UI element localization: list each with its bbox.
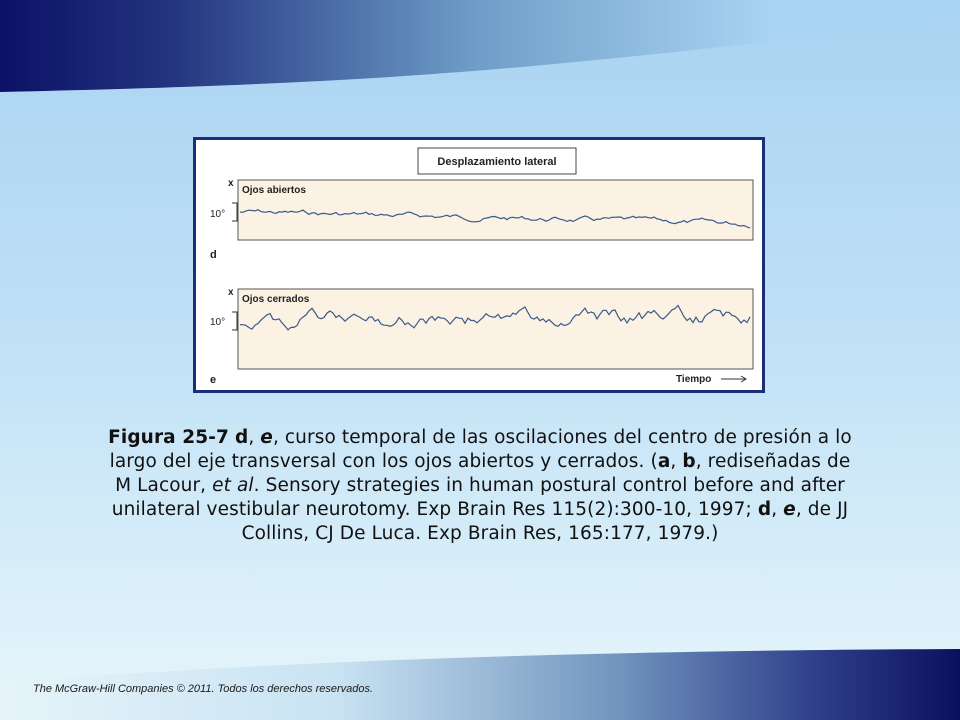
bottom-scale-label: 10° xyxy=(210,317,226,328)
caption-sep-2: , xyxy=(670,451,677,472)
top-axis-letter: x xyxy=(228,178,234,189)
top-scale-label: 10° xyxy=(210,209,226,220)
panel-letter-d: d xyxy=(210,249,217,261)
panel-bottom-box xyxy=(238,289,753,369)
caption-text-2: , rediseñadas de M Lacour, xyxy=(115,451,851,496)
top-panel-title: Ojos abiertos xyxy=(242,185,306,196)
caption-d-2: d xyxy=(757,499,772,520)
bottom-panel-title: Ojos cerrados xyxy=(242,294,310,305)
caption-a: a xyxy=(657,451,671,472)
caption-text-1: , curso temporal de las oscilaciones del centro de presión a lo largo del eje transversal con los ojos abiertos y cerrados. ( xyxy=(109,427,852,472)
top-wave-band xyxy=(0,0,960,95)
caption-sep-3: , xyxy=(771,499,778,520)
caption-e-1: e xyxy=(260,427,273,448)
caption-e-2: e xyxy=(783,499,796,520)
caption-figure-number: Figura 25-7 xyxy=(108,427,229,448)
caption-b: b xyxy=(682,451,696,472)
caption-text-3: . Sensory strategies in human postural control before and after unilateral vestibular neurotomy. Exp Brain Res 115(2):300-10, 1997; xyxy=(111,475,845,520)
panel-top-box xyxy=(238,180,753,240)
caption-sep-1: , xyxy=(248,427,255,448)
time-arrow-icon xyxy=(721,376,746,382)
caption-text-4: , de JJ Collins, CJ De Luca. Exp Brain Res, 165:177, 1979.) xyxy=(241,499,849,544)
bottom-axis-letter: x xyxy=(228,287,234,298)
bottom-scale-bracket xyxy=(232,312,237,330)
header-label: Desplazamiento lateral xyxy=(437,156,557,168)
figure-caption xyxy=(105,426,855,546)
figure-frame xyxy=(193,137,765,393)
footer-copyright: The McGraw-Hill Companies © 2011. Todos los derechos reservados. xyxy=(33,683,374,695)
figure-image xyxy=(196,140,762,390)
time-label: Tiempo xyxy=(676,374,712,385)
caption-et-al: et al xyxy=(212,475,254,496)
top-scale-bracket xyxy=(232,203,237,221)
panel-letter-e: e xyxy=(210,374,217,386)
caption-d-1: d xyxy=(234,427,249,448)
